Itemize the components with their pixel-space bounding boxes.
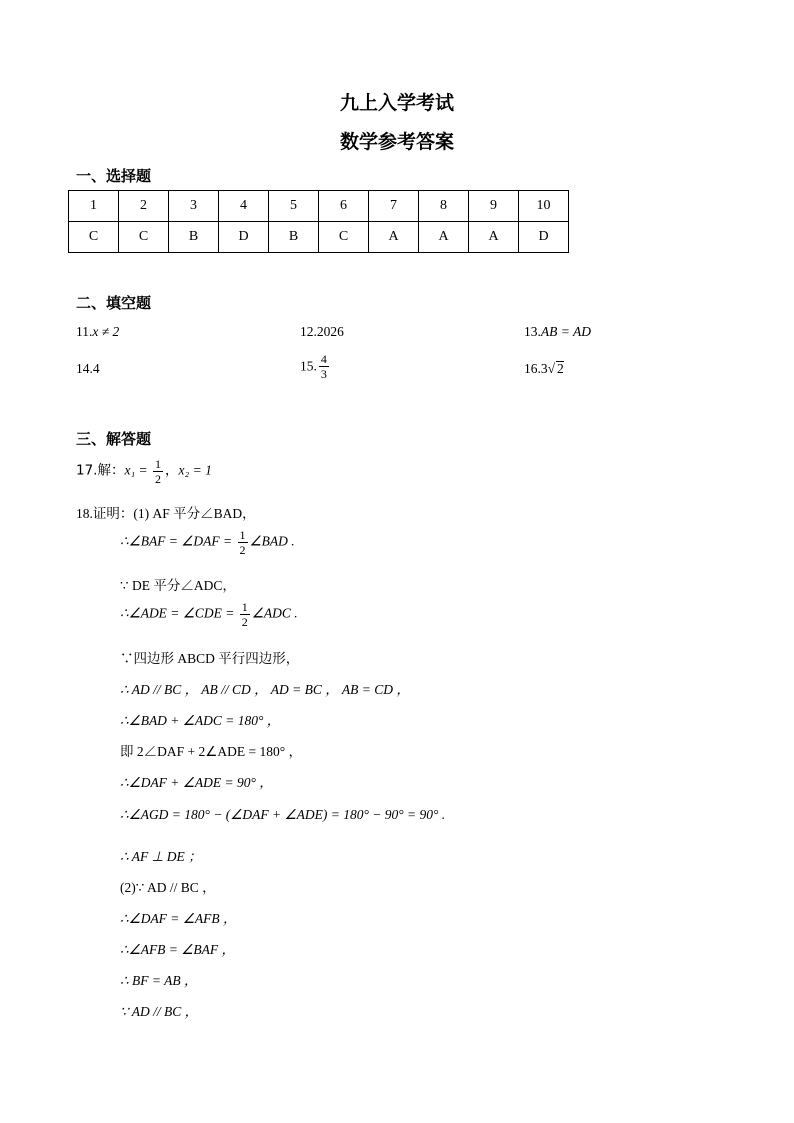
proof-line-2 <box>120 528 295 557</box>
q17-answer <box>76 457 212 486</box>
proof-line-10: ∴∠AGD = 180° − (∠DAF + ∠ADE) = 180° − 90° = 90° . <box>120 807 446 822</box>
fill-answer-14 <box>76 361 100 377</box>
question-number: 15. <box>300 358 317 374</box>
question-number: 12. <box>300 324 317 339</box>
proof-line-4 <box>120 600 298 629</box>
table-cell: 3 <box>169 191 219 222</box>
proof-line-6: ∴ AD // BC ， AB // CD ， AD = BC ， AB = CD ， <box>120 682 410 697</box>
proof-line-14: ∴∠AFB = ∠BAF ， <box>120 942 236 957</box>
answer-table <box>68 190 569 253</box>
proof-line-5: ∵四边形 ABCD 平行四边形， <box>120 651 300 666</box>
q17-prefix: 17.解： <box>76 462 125 479</box>
fraction <box>238 528 248 557</box>
numerator: 1 <box>239 528 246 542</box>
answer-text: x ≠ 2 <box>92 324 120 339</box>
table-cell: 7 <box>369 191 419 222</box>
proof-line-8: 即 2∠DAF + 2∠ADE = 180° ， <box>120 744 302 759</box>
page-subtitle: 数学参考答案 <box>339 131 454 153</box>
table-row-answers <box>69 222 569 253</box>
proof-line-9: ∴∠DAF + ∠ADE = 90° ， <box>120 775 273 790</box>
radicand: 2 <box>557 361 564 376</box>
fraction <box>153 457 163 486</box>
table-cell: 8 <box>419 191 469 222</box>
table-cell: 1 <box>69 191 119 222</box>
fill-answer-12 <box>300 324 344 340</box>
table-cell: 5 <box>269 191 319 222</box>
table-cell: D <box>519 222 569 253</box>
table-cell: D <box>219 222 269 253</box>
table-cell: C <box>119 222 169 253</box>
table-cell: C <box>319 222 369 253</box>
denominator: 3 <box>320 367 327 381</box>
proof-line-13: ∴∠DAF = ∠AFB ， <box>120 911 237 926</box>
table-cell: A <box>369 222 419 253</box>
proof-text: ∴∠BAF = ∠DAF = <box>120 533 236 549</box>
answer-text: AB = AD <box>540 324 591 339</box>
fill-answer-16 <box>524 361 564 377</box>
answer-text: 4 <box>92 361 100 376</box>
numerator: 1 <box>155 457 162 471</box>
table-cell: 6 <box>319 191 369 222</box>
proof-text: ∠ADC . <box>251 605 298 621</box>
question-number: 11. <box>76 324 93 339</box>
table-cell: C <box>69 222 119 253</box>
numerator: 1 <box>241 600 248 614</box>
proof-line-11: ∴ AF ⊥ DE ； <box>120 849 202 864</box>
fraction <box>319 352 329 381</box>
proof-line-12: (2)∵ AD // BC ， <box>120 880 216 895</box>
proof-line-7: ∴∠BAD + ∠ADC = 180° ， <box>120 713 281 728</box>
fraction <box>240 600 250 629</box>
denominator: 2 <box>241 615 248 629</box>
fill-answer-13 <box>524 324 591 340</box>
proof-line-15: ∴ BF = AB ， <box>120 973 198 988</box>
separator: ， <box>165 462 179 478</box>
denominator: 2 <box>239 543 246 557</box>
table-cell: 2 <box>119 191 169 222</box>
proof-line-16: ∵ AD // BC ， <box>120 1004 199 1019</box>
question-number: 16. <box>524 361 541 376</box>
table-cell: B <box>269 222 319 253</box>
table-cell: B <box>169 222 219 253</box>
section-heading-fill: 二、填空题 <box>76 294 152 312</box>
table-cell: 10 <box>519 191 569 222</box>
x2-answer: x₂ = 1 <box>178 462 212 478</box>
table-row-numbers <box>69 191 569 222</box>
coefficient: 3 <box>540 361 548 376</box>
answer-text: 2026 <box>316 324 344 339</box>
proof-line-3: ∵ DE 平分∠ADC， <box>120 578 236 593</box>
section-heading-choice: 一、选择题 <box>76 167 152 185</box>
table-cell: 9 <box>469 191 519 222</box>
fill-answer-11 <box>76 324 119 340</box>
table-cell: A <box>419 222 469 253</box>
x1-label: x₁ = <box>124 462 152 478</box>
denominator: 2 <box>155 472 162 486</box>
numerator: 4 <box>320 352 327 366</box>
proof-text: ∴∠ADE = ∠CDE = <box>120 605 238 621</box>
fill-answer-15 <box>300 352 331 381</box>
table-cell: A <box>469 222 519 253</box>
section-heading-solve: 三、解答题 <box>76 430 152 448</box>
proof-line-1: 18.证明：(1) AF 平分∠BAD， <box>76 506 256 521</box>
question-number: 13. <box>524 324 541 339</box>
table-cell: 4 <box>219 191 269 222</box>
sqrt-sign-icon: √ <box>547 361 556 376</box>
page-title: 九上入学考试 <box>339 92 454 114</box>
proof-text: ∠BAD . <box>249 533 295 549</box>
question-number: 14. <box>76 361 93 376</box>
